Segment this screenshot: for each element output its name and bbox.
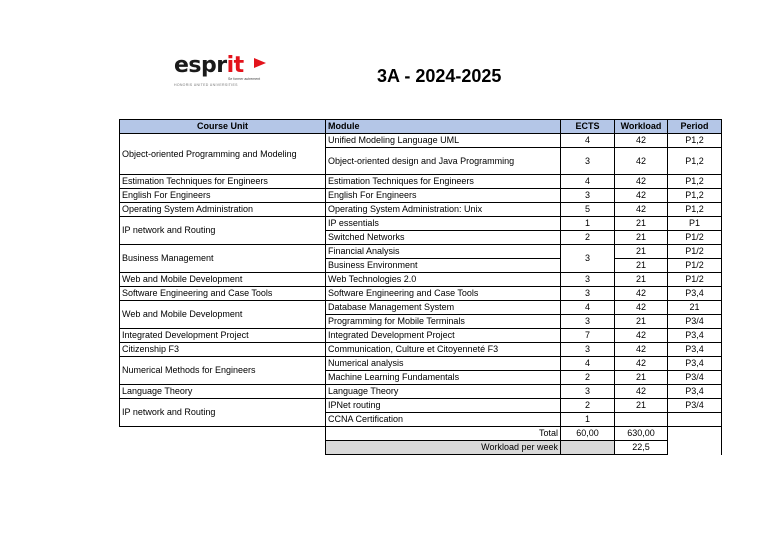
period-cell: P1,2 — [668, 189, 722, 203]
module-cell: IPNet routing — [326, 399, 561, 413]
workload-cell: 21 — [615, 371, 668, 385]
header-course-unit: Course Unit — [120, 120, 326, 134]
period-cell: P3/4 — [668, 371, 722, 385]
module-cell: Numerical analysis — [326, 357, 561, 371]
module-cell: Switched Networks — [326, 231, 561, 245]
empty-cell — [120, 441, 326, 455]
workload-cell: 42 — [615, 134, 668, 148]
logo-text-dark: espr — [174, 53, 227, 78]
ects-cell: 2 — [561, 399, 615, 413]
period-cell: P3,4 — [668, 385, 722, 399]
workload-cell: 21 — [615, 231, 668, 245]
esprit-logo — [172, 54, 272, 88]
logo-flag-icon — [254, 58, 266, 68]
empty-cell — [668, 427, 722, 441]
curriculum-table — [119, 119, 722, 455]
ects-cell: 1 — [561, 217, 615, 231]
module-cell: Unified Modeling Language UML — [326, 134, 561, 148]
header-ects: ECTS — [561, 120, 615, 134]
workload-cell: 42 — [615, 203, 668, 217]
table-row — [120, 343, 722, 357]
module-cell: Financial Analysis — [326, 245, 561, 259]
module-cell: Language Theory — [326, 385, 561, 399]
module-cell: IP essentials — [326, 217, 561, 231]
course-unit-cell: IP network and Routing — [120, 399, 326, 427]
table-row — [120, 399, 722, 413]
ects-cell: 3 — [561, 148, 615, 175]
module-cell: English For Engineers — [326, 189, 561, 203]
period-cell: P1,2 — [668, 134, 722, 148]
ects-cell: 4 — [561, 134, 615, 148]
ects-cell: 4 — [561, 175, 615, 189]
period-cell — [668, 413, 722, 427]
course-unit-cell: Software Engineering and Case Tools — [120, 287, 326, 301]
table-row — [120, 301, 722, 315]
period-cell: P1/2 — [668, 245, 722, 259]
course-unit-cell: Web and Mobile Development — [120, 301, 326, 329]
ects-cell: 5 — [561, 203, 615, 217]
table-row — [120, 385, 722, 399]
logo-text-accent: it — [226, 53, 244, 78]
total-label: Total — [326, 427, 561, 441]
course-unit-cell: Object-oriented Programming and Modeling — [120, 134, 326, 175]
period-cell: P1/2 — [668, 273, 722, 287]
workload-cell: 42 — [615, 357, 668, 371]
table-row — [120, 175, 722, 189]
course-unit-cell: Operating System Administration — [120, 203, 326, 217]
period-cell: P3,4 — [668, 343, 722, 357]
workload-cell: 42 — [615, 287, 668, 301]
course-unit-cell: Integrated Development Project — [120, 329, 326, 343]
course-unit-cell: Business Management — [120, 245, 326, 273]
header-workload: Workload — [615, 120, 668, 134]
table-row — [120, 217, 722, 231]
ects-cell: 2 — [561, 231, 615, 245]
weekly-row — [120, 441, 722, 455]
workload-cell: 21 — [615, 259, 668, 273]
period-cell: P3,4 — [668, 287, 722, 301]
table-header-row — [120, 120, 722, 134]
logo-subtitle: HONORIS UNITED UNIVERSITIES — [174, 83, 238, 87]
period-cell: P3/4 — [668, 315, 722, 329]
weekly-label: Workload per week — [326, 441, 561, 455]
workload-cell: 42 — [615, 189, 668, 203]
weekly-ects-empty — [561, 441, 615, 455]
module-cell: Programming for Mobile Terminals — [326, 315, 561, 329]
ects-cell: 4 — [561, 301, 615, 315]
course-unit-cell: Numerical Methods for Engineers — [120, 357, 326, 385]
module-cell: Object-oriented design and Java Programming — [326, 148, 561, 175]
period-cell: P1/2 — [668, 259, 722, 273]
weekly-workload: 22,5 — [615, 441, 668, 455]
header-module: Module — [326, 120, 561, 134]
course-unit-cell: Citizenship F3 — [120, 343, 326, 357]
course-unit-cell: Estimation Techniques for Engineers — [120, 175, 326, 189]
empty-cell — [668, 441, 722, 455]
logo-tagline: Se former autrement — [228, 77, 261, 81]
page-title: 3A - 2024-2025 — [377, 66, 502, 86]
ects-cell: 1 — [561, 413, 615, 427]
module-cell: Estimation Techniques for Engineers — [326, 175, 561, 189]
module-cell: Web Technologies 2.0 — [326, 273, 561, 287]
ects-cell: 3 — [561, 343, 615, 357]
module-cell: Software Engineering and Case Tools — [326, 287, 561, 301]
period-cell: P1,2 — [668, 203, 722, 217]
period-cell: P3/4 — [668, 399, 722, 413]
table-row — [120, 273, 722, 287]
period-cell: P1/2 — [668, 231, 722, 245]
module-cell: Operating System Administration: Unix — [326, 203, 561, 217]
header-period: Period — [668, 120, 722, 134]
period-cell: P1 — [668, 217, 722, 231]
ects-cell: 2 — [561, 371, 615, 385]
module-cell: Integrated Development Project — [326, 329, 561, 343]
course-unit-cell: Language Theory — [120, 385, 326, 399]
period-cell: P1,2 — [668, 175, 722, 189]
workload-cell: 42 — [615, 301, 668, 315]
empty-cell — [120, 427, 326, 441]
ects-cell: 3 — [561, 245, 615, 273]
ects-cell: 3 — [561, 189, 615, 203]
ects-cell: 3 — [561, 287, 615, 301]
workload-cell: 42 — [615, 343, 668, 357]
total-ects: 60,00 — [561, 427, 615, 441]
total-workload: 630,00 — [615, 427, 668, 441]
table-row — [120, 357, 722, 371]
workload-cell: 21 — [615, 245, 668, 259]
workload-cell: 21 — [615, 315, 668, 329]
table-row — [120, 287, 722, 301]
ects-cell: 3 — [561, 273, 615, 287]
module-cell: Machine Learning Fundamentals — [326, 371, 561, 385]
table-row — [120, 189, 722, 203]
period-cell: P1,2 — [668, 148, 722, 175]
workload-cell: 42 — [615, 385, 668, 399]
logo-wordmark — [174, 54, 244, 78]
workload-cell: 42 — [615, 148, 668, 175]
period-cell: P3,4 — [668, 329, 722, 343]
total-row — [120, 427, 722, 441]
table-row — [120, 134, 722, 148]
ects-cell: 3 — [561, 385, 615, 399]
workload-cell: 42 — [615, 175, 668, 189]
period-cell: 21 — [668, 301, 722, 315]
workload-cell: 21 — [615, 273, 668, 287]
course-unit-cell: IP network and Routing — [120, 217, 326, 245]
module-cell: CCNA Certification — [326, 413, 561, 427]
course-unit-cell: Web and Mobile Development — [120, 273, 326, 287]
ects-cell: 3 — [561, 315, 615, 329]
table-row — [120, 245, 722, 259]
workload-cell — [615, 413, 668, 427]
workload-cell: 21 — [615, 399, 668, 413]
workload-cell: 42 — [615, 329, 668, 343]
module-cell: Communication, Culture et Citoyenneté F3 — [326, 343, 561, 357]
ects-cell: 4 — [561, 357, 615, 371]
course-unit-cell: English For Engineers — [120, 189, 326, 203]
module-cell: Database Management System — [326, 301, 561, 315]
workload-cell: 21 — [615, 217, 668, 231]
table-row — [120, 329, 722, 343]
module-cell: Business Environment — [326, 259, 561, 273]
ects-cell: 7 — [561, 329, 615, 343]
table-row — [120, 203, 722, 217]
period-cell: P3,4 — [668, 357, 722, 371]
